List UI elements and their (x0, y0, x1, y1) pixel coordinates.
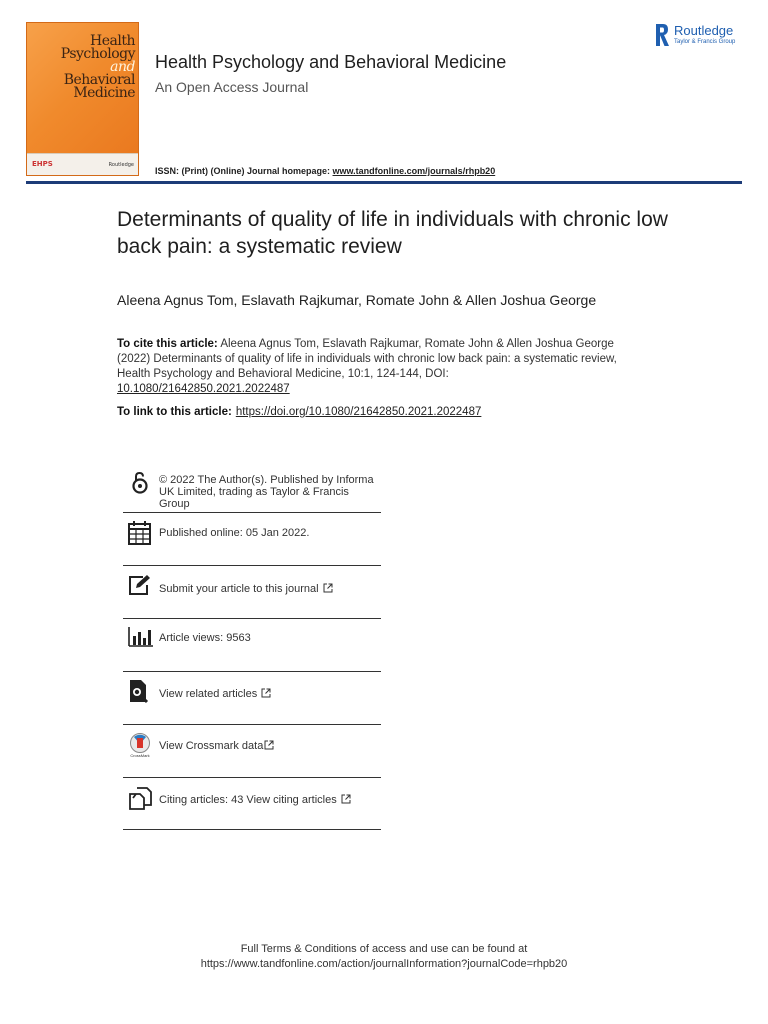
submit-article-label: Submit your article to this journal (159, 583, 319, 595)
crossmark-badge-text: CrossMark (130, 753, 150, 758)
citation-text: Aleena Agnus Tom, Eslavath Rajkumar, Romate John & Allen Joshua George (2022) Determinants of quality of life in individuals with chronic low back pain: a systematic review, Health Psychology and Behavioral Medicine, 10:1, 124-144, DOI: (117, 338, 617, 380)
cover-title-line: Health (90, 33, 135, 49)
open-access-icon (127, 470, 153, 496)
divider (123, 777, 381, 778)
citing-documents-icon (127, 785, 153, 811)
crossmark-label: View Crossmark data (159, 740, 264, 752)
routledge-name: Routledge (674, 23, 734, 38)
cover-title-line: and (110, 59, 135, 75)
cover-ehps-logo: EHPS (32, 160, 53, 168)
terms-notice: Full Terms & Conditions of access and use can be found at (240, 943, 528, 955)
divider (123, 565, 381, 566)
article-link-line (117, 406, 481, 418)
routledge-r-icon (654, 22, 670, 48)
article-title: Determinants of quality of life in individuals with chronic low back pain: a systematic review (117, 208, 668, 258)
citation-label: To cite this article: (117, 338, 218, 350)
header-divider (26, 181, 742, 184)
related-articles-label: View related articles (159, 688, 258, 700)
citing-articles-link[interactable] (159, 794, 381, 806)
published-date: Published online: 05 Jan 2022. (159, 527, 310, 539)
crossmark-icon (127, 732, 153, 758)
doi-link[interactable]: 10.1080/21642850.2021.2022487 (117, 383, 290, 395)
cover-title-line: Medicine (73, 85, 135, 101)
submit-article-link[interactable] (159, 583, 381, 595)
cover-routledge-logo: Routledge (108, 162, 134, 168)
divider (123, 724, 381, 725)
article-views: Article views: 9563 (159, 632, 251, 644)
divider (123, 671, 381, 672)
edit-icon (127, 573, 153, 599)
citation-block (117, 337, 617, 397)
cover-title-line: Psychology (60, 46, 135, 62)
article-doi-url[interactable]: https://doi.org/10.1080/21642850.2021.2022487 (235, 406, 482, 418)
issn-label: ISSN: (Print) (Online) Journal homepage: (155, 166, 333, 176)
external-link-icon (261, 688, 271, 698)
search-document-icon (127, 678, 153, 704)
journal-homepage-link[interactable]: www.tandfonline.com/journals/rhpb20 (332, 166, 496, 176)
divider (123, 618, 381, 619)
citing-articles-label: Citing articles: 43 View citing articles (159, 794, 337, 806)
external-link-icon (323, 583, 333, 593)
cover-title (61, 35, 135, 100)
link-label: To link to this article: (117, 406, 232, 418)
terms-url[interactable]: https://www.tandfonline.com/action/journalInformation?journalCode=rhpb20 (200, 958, 568, 970)
external-link-icon (341, 794, 351, 804)
cover-title-line: Behavioral (63, 72, 135, 88)
cover-footer-bar (27, 153, 138, 175)
journal-cover (26, 22, 139, 176)
calendar-icon (127, 520, 153, 546)
journal-subtitle: An Open Access Journal (155, 79, 309, 95)
routledge-logo (654, 22, 746, 50)
journal-title: Health Psychology and Behavioral Medicine (155, 52, 507, 72)
divider (123, 512, 381, 513)
license-text: © 2022 The Author(s). Published by Informa UK Limited, trading as Taylor & Francis Group (159, 474, 374, 510)
related-articles-link[interactable] (159, 688, 381, 700)
divider (123, 829, 381, 830)
bar-chart-icon (127, 625, 153, 651)
crossmark-link[interactable] (159, 740, 381, 752)
routledge-group: Taylor & Francis Group (674, 39, 736, 45)
external-link-icon (264, 740, 274, 750)
issn-line (155, 166, 495, 176)
article-authors: Aleena Agnus Tom, Eslavath Rajkumar, Romate John & Allen Joshua George (117, 292, 597, 308)
